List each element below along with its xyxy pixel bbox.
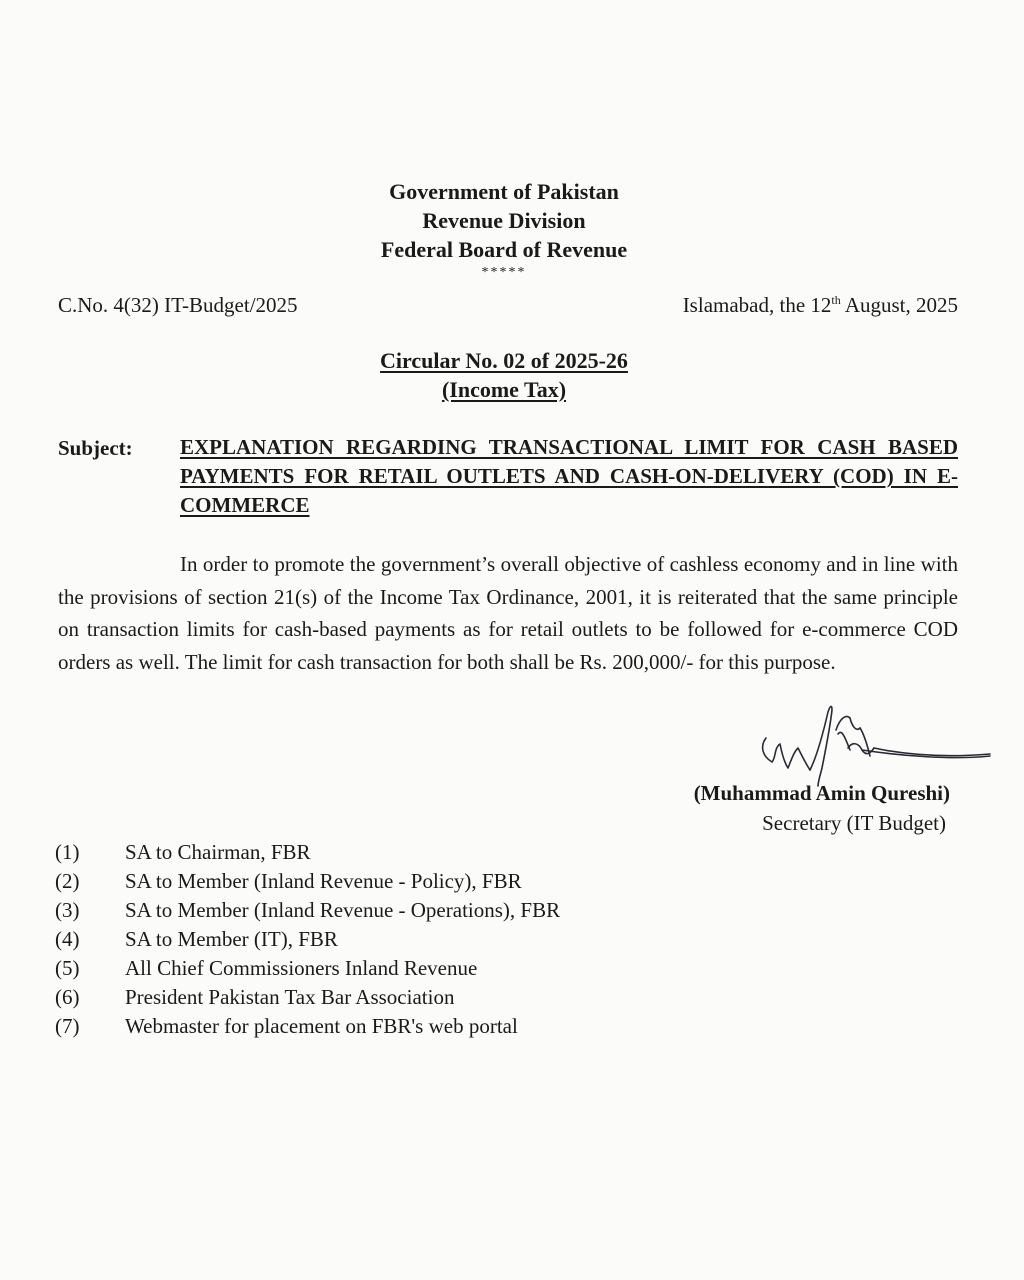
- list-item-number: (2): [55, 869, 80, 893]
- letterhead-division: Revenue Division: [422, 208, 586, 233]
- place-date-suffix: August, 2025: [840, 293, 958, 317]
- list-item-number: (5): [55, 956, 80, 980]
- list-item-text: SA to Chairman, FBR: [125, 840, 311, 864]
- list-item-text: SA to Member (Inland Revenue - Operations), FBR: [125, 898, 561, 922]
- reference-number: C.No. 4(32) IT-Budget/2025: [58, 293, 298, 317]
- place-date: [683, 293, 958, 318]
- list-item: [55, 954, 560, 983]
- list-item: [55, 925, 560, 954]
- letterhead-stars: *****: [481, 265, 527, 280]
- subject-label: Subject:: [58, 436, 133, 460]
- list-item-number: (4): [55, 927, 80, 951]
- letterhead: [0, 177, 1008, 282]
- list-item-number: (6): [55, 985, 80, 1009]
- signatory-name: (Muhammad Amin Qureshi): [693, 781, 950, 805]
- list-item-number: (1): [55, 840, 80, 864]
- place-date-prefix: Islamabad, the 12: [682, 293, 832, 317]
- list-item: [55, 896, 560, 925]
- list-item: [55, 867, 560, 896]
- list-item-text: President Pakistan Tax Bar Association: [125, 985, 455, 1009]
- subject-text: EXPLANATION REGARDING TRANSACTIONAL LIMIT FOR CASH BASED PAYMENTS FOR RETAIL OUTLETS AND CASH-ON-DELIVERY (COD) IN E-COMMERCE: [180, 435, 958, 517]
- list-item: [55, 983, 560, 1012]
- body-paragraph: In order to promote the government’s overall objective of cashless economy and in line with the provisions of section 21(s) of the Income Tax Ordinance, 2001, it is reiterated that the same principle on transaction limits for cash-based payments as for retail outlets to be followed for e-commerce COD orders as well. The limit for cash transaction for both shall be Rs. 200,000/- for this purpose.: [58, 552, 958, 674]
- list-item: [55, 838, 560, 867]
- date-ordinal: th: [831, 293, 841, 307]
- letterhead-government: Government of Pakistan: [389, 179, 619, 204]
- distribution-list: [55, 838, 560, 1041]
- list-item-text: All Chief Commissioners Inland Revenue: [125, 956, 478, 980]
- letterhead-board: Federal Board of Revenue: [380, 237, 628, 262]
- circular-heading: [0, 346, 1008, 404]
- list-item-text: SA to Member (IT), FBR: [125, 927, 338, 951]
- list-item-number: (7): [55, 1014, 80, 1038]
- circular-subtitle: (Income Tax): [441, 377, 567, 402]
- list-item-text: Webmaster for placement on FBR's web portal: [125, 1014, 518, 1038]
- list-item: [55, 1012, 560, 1041]
- circular-title: Circular No. 02 of 2025-26: [380, 348, 628, 373]
- signatory-title: Secretary (IT Budget): [762, 811, 946, 835]
- handwritten-signature: [752, 698, 992, 793]
- list-item-number: (3): [55, 898, 80, 922]
- list-item-text: SA to Member (Inland Revenue - Policy), FBR: [125, 869, 522, 893]
